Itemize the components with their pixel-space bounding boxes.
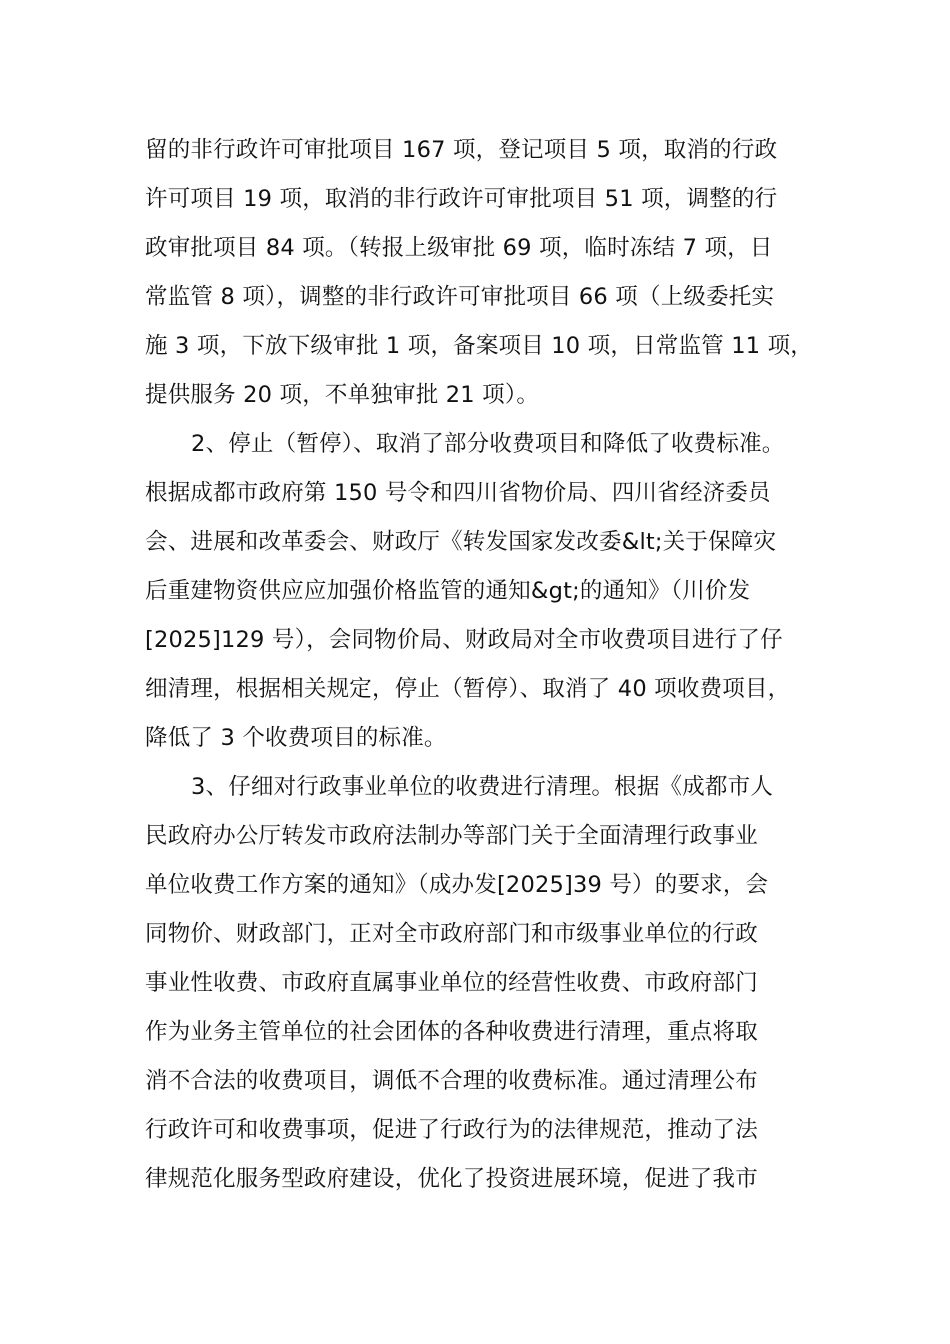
text-line: 3、仔细对行政事业单位的收费进行清理。根据《成都市人 (191, 774, 774, 800)
paragraph-3 (145, 763, 815, 1204)
text-line: 行政许可和收费事项，促进了行政行为的法律规范，推动了法 (145, 1117, 758, 1143)
text-line: 2、停止（暂停）、取消了部分收费项目和降低了收费标准。 (191, 431, 785, 457)
text-line: 施 3 项，下放下级审批 1 项，备案项目 10 项，日常监管 11 项， (145, 333, 814, 359)
text-line: 民政府办公厅转发市政府法制办等部门关于全面清理行政事业 (145, 823, 758, 849)
text-line: [2025]129 号），会同物价局、财政局对全市收费项目进行了仔 (145, 627, 783, 653)
text-line: 同物价、财政部门，正对全市政府部门和市级事业单位的行政 (145, 921, 758, 947)
text-line: 政审批项目 84 项。（转报上级审批 69 项，临时冻结 7 项，日 (145, 235, 773, 261)
text-line: 提供服务 20 项，不单独审批 21 项）。 (145, 382, 540, 408)
text-line: 会、进展和改革委会、财政厅《转发国家发改委&lt;关于保障灾 (145, 529, 777, 555)
text-line: 许可项目 19 项，取消的非行政许可审批项目 51 项，调整的行 (145, 186, 778, 212)
text-line: 事业性收费、市政府直属事业单位的经营性收费、市政府部门 (145, 970, 758, 996)
text-line: 后重建物资供应应加强价格监管的通知&gt;的通知》（川价发 (145, 578, 751, 604)
text-line: 降低了 3 个收费项目的标准。 (145, 725, 447, 751)
document-body (145, 126, 815, 1204)
text-line: 留的非行政许可审批项目 167 项，登记项目 5 项，取消的行政 (145, 137, 778, 163)
text-line: 常监管 8 项），调整的非行政许可审批项目 66 项（上级委托实 (145, 284, 775, 310)
paragraph-1 (145, 126, 815, 420)
text-line: 根据成都市政府第 150 号令和四川省物价局、四川省经济委员 (145, 480, 771, 506)
text-line: 律规范化服务型政府建设，优化了投资进展环境，促进了我市 (145, 1166, 758, 1192)
text-line: 作为业务主管单位的社会团体的各种收费进行清理，重点将取 (145, 1019, 758, 1045)
text-line: 细清理，根据相关规定，停止（暂停）、取消了 40 项收费项目， (145, 676, 791, 702)
text-line: 消不合法的收费项目，调低不合理的收费标准。通过清理公布 (145, 1068, 758, 1094)
paragraph-2 (145, 420, 815, 763)
text-line: 单位收费工作方案的通知》（成办发[2025]39 号）的要求，会 (145, 872, 769, 898)
